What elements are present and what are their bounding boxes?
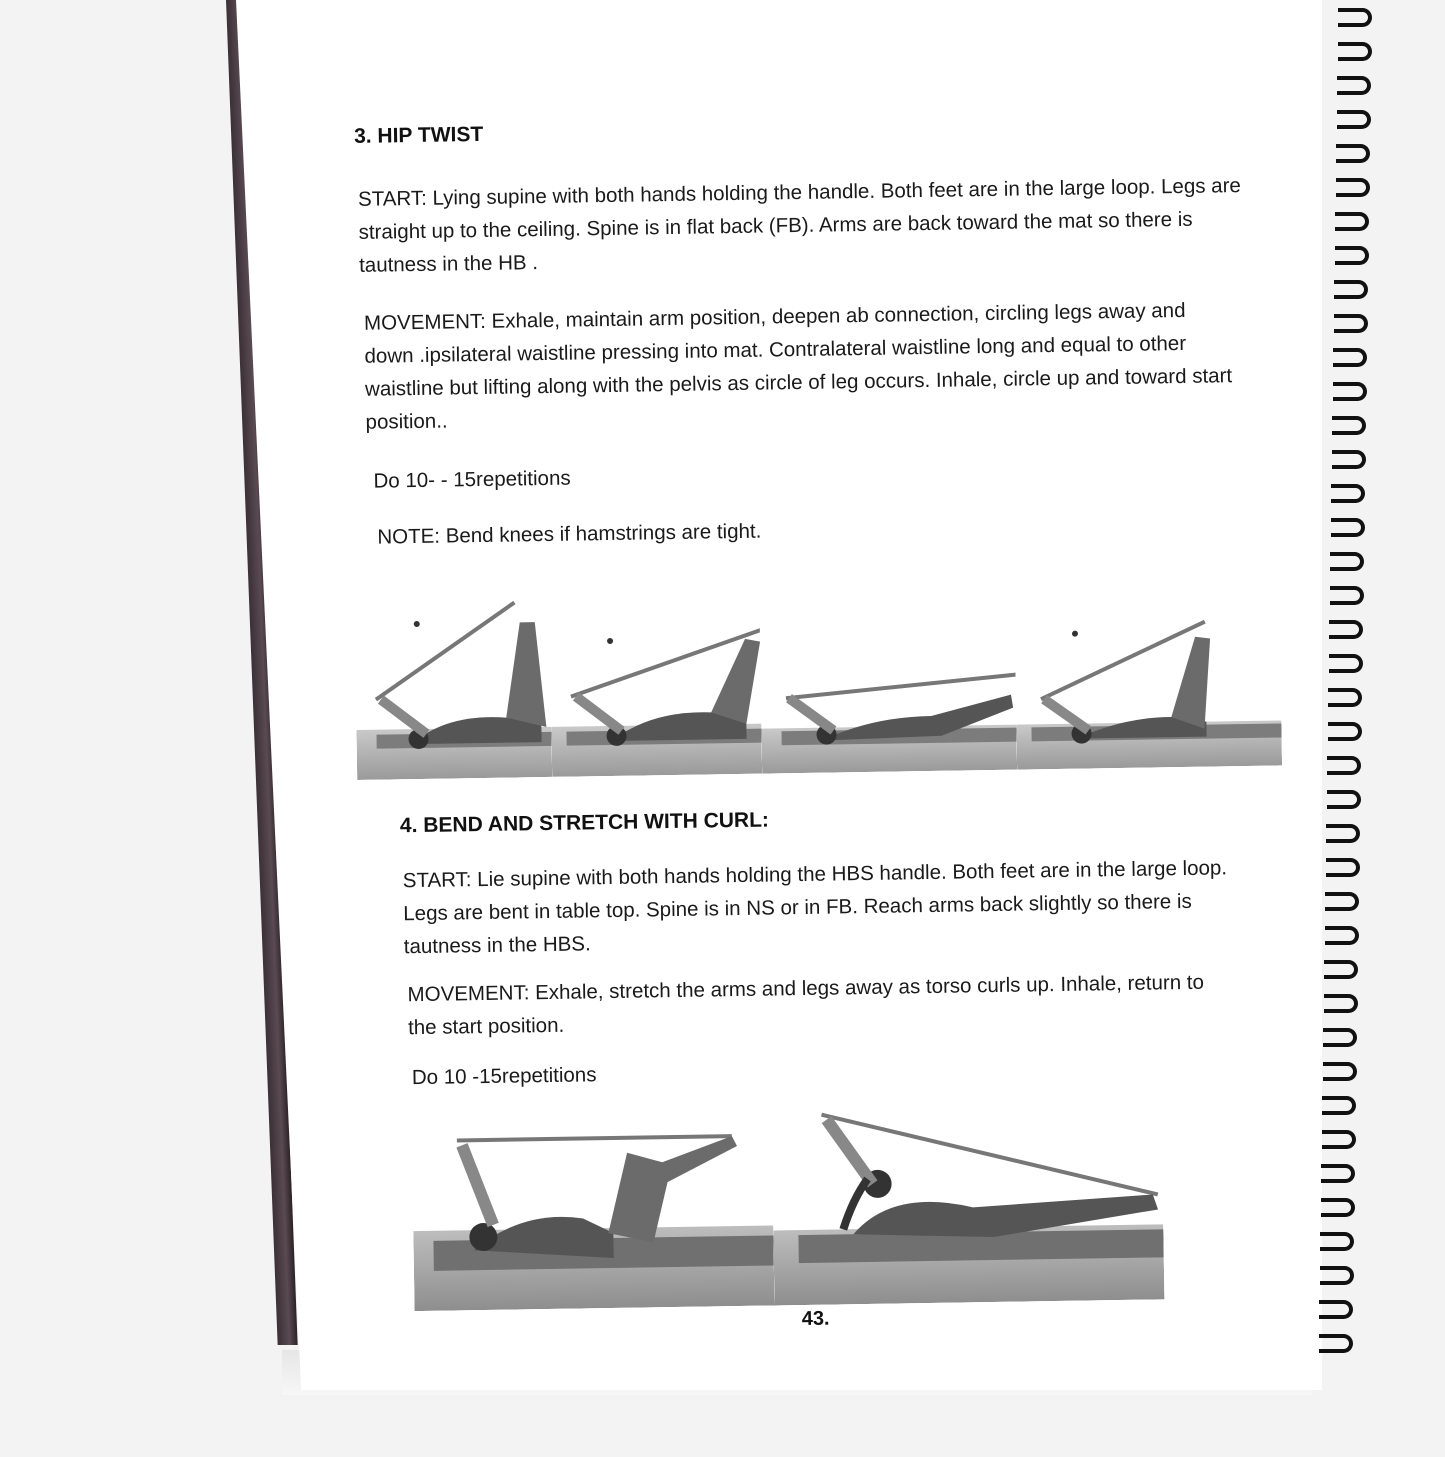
- hip-twist-photo-3: [760, 610, 1017, 774]
- section-4-heading: 4. BEND AND STRETCH WITH CURL:: [399, 808, 770, 838]
- section-3-start-text: START: Lying supine with both hands holding the handle. Both feet are in the large loop. Legs are straight up to the ceiling. Spine is in flat back (FB). Arms are back toward the mat so there is tautness in the HB .: [357, 174, 1242, 277]
- page-number: 43.: [801, 1307, 830, 1331]
- section-4-start-text: START: Lie supine with both hands holding the HBS handle. Both feet are in the large loop. Legs are bent in table top. Spine is in NS or in FB. Reach arms back slightly so there is tautness in the HBS.: [402, 856, 1228, 959]
- bend-stretch-photo-1: [412, 1120, 775, 1311]
- bend-stretch-photo-strip: [411, 1099, 1164, 1311]
- hip-twist-photo-4: [1015, 605, 1282, 769]
- section-3-note: NOTE: Bend knees if hamstrings are tight.: [377, 519, 762, 549]
- section-3-movement-text: MOVEMENT: Exhale, maintain arm position, deepen ab connection, circling legs away and down .ipsilateral waistline pressing into mat. Contralateral waistline long and equal to other waistline but lifting along with the pelvis as circle of leg occurs. Inhale, circle up and toward start position..: [363, 298, 1233, 434]
- section-3-heading: 3. HIP TWIST: [353, 122, 484, 148]
- section-3-reps: Do 10- - 15repetitions: [373, 466, 571, 493]
- bend-stretch-photo-2: [771, 1099, 1164, 1305]
- hip-twist-photo-strip: [354, 580, 1282, 780]
- section-4-movement-text: MOVEMENT: Exhale, stretch the arms and legs away as torso curls up. Inhale, return to the start position.: [407, 970, 1205, 1040]
- hip-twist-photo-2: [549, 594, 762, 777]
- section-4-reps: Do 10 -15repetitions: [411, 1063, 597, 1090]
- hip-twist-photo-1: [354, 592, 552, 780]
- spiral-binding: [1300, 0, 1380, 1380]
